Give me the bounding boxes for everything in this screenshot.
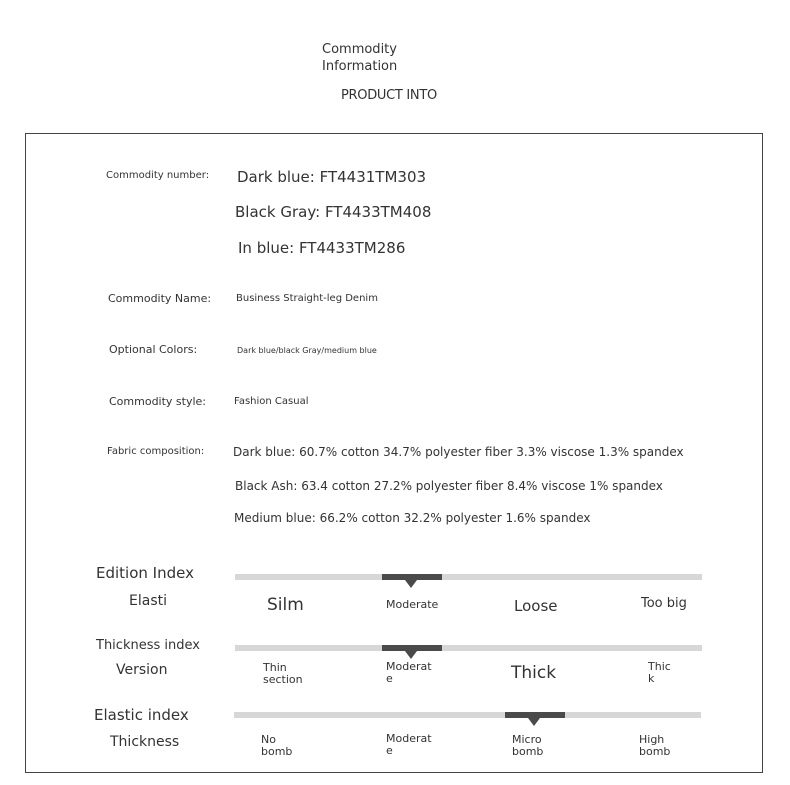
header-title-line2: Information (322, 59, 398, 74)
elastic-option-moderate: Moderat e (386, 732, 432, 757)
elastic-index-pointer (528, 718, 540, 726)
optional-colors-value: Dark blue/black Gray/medium blue (237, 346, 377, 355)
edition-index-subtitle: Elasti (129, 593, 167, 609)
commodity-number-in-blue: In blue: FT4433TM286 (238, 239, 406, 257)
elastic-option-micro-bomb: Micro bomb (512, 733, 544, 758)
edition-index-pointer (405, 580, 417, 588)
thickness-index-title: Thickness index (96, 638, 200, 653)
fabric-medium-blue: Medium blue: 66.2% cotton 32.2% polyester 1.6% spandex (234, 511, 591, 525)
thickness-option-moderate: Moderat e (386, 660, 432, 685)
edition-option-moderate: Moderate (386, 598, 439, 611)
optional-colors-label: Optional Colors: (109, 343, 198, 356)
commodity-name-value: Business Straight-leg Denim (236, 293, 378, 304)
elastic-option-high-bomb: High bomb (639, 733, 671, 758)
edition-option-too-big: Too big (641, 596, 687, 611)
header-title (322, 41, 397, 75)
fabric-composition-label: Fabric composition: (107, 446, 205, 457)
elastic-option-no-bomb: No bomb (261, 733, 293, 758)
commodity-name-label: Commodity Name: (108, 292, 212, 305)
header-title-line1: Commodity (322, 42, 397, 57)
elastic-index-title: Elastic index (94, 706, 189, 724)
edition-option-silm: Silm (267, 595, 304, 615)
thickness-option-thick-2: Thic k (648, 660, 671, 685)
commodity-style-label: Commodity style: (109, 395, 207, 408)
fabric-dark-blue: Dark blue: 60.7% cotton 34.7% polyester fiber 3.3% viscose 1.3% spandex (233, 445, 684, 459)
thickness-index-track (235, 645, 702, 651)
thickness-index-subtitle: Version (116, 662, 168, 678)
thickness-index-pointer (405, 651, 417, 659)
commodity-number-dark-blue: Dark blue: FT4431TM303 (237, 168, 427, 186)
commodity-style-value: Fashion Casual (234, 396, 309, 407)
commodity-number-label: Commodity number: (106, 170, 210, 181)
fabric-black-ash: Black Ash: 63.4 cotton 27.2% polyester fiber 8.4% viscose 1% spandex (235, 479, 663, 493)
edition-index-track (235, 574, 702, 580)
commodity-number-black-gray: Black Gray: FT4433TM408 (235, 203, 432, 221)
elastic-index-subtitle: Thickness (110, 734, 180, 750)
edition-option-loose: Loose (514, 597, 558, 615)
thickness-option-thick: Thick (511, 663, 557, 683)
edition-index-title: Edition Index (96, 564, 194, 582)
thickness-option-thin: Thin section (263, 661, 303, 686)
elastic-index-track (234, 712, 701, 718)
header-subtitle: PRODUCT INTO (341, 88, 437, 103)
